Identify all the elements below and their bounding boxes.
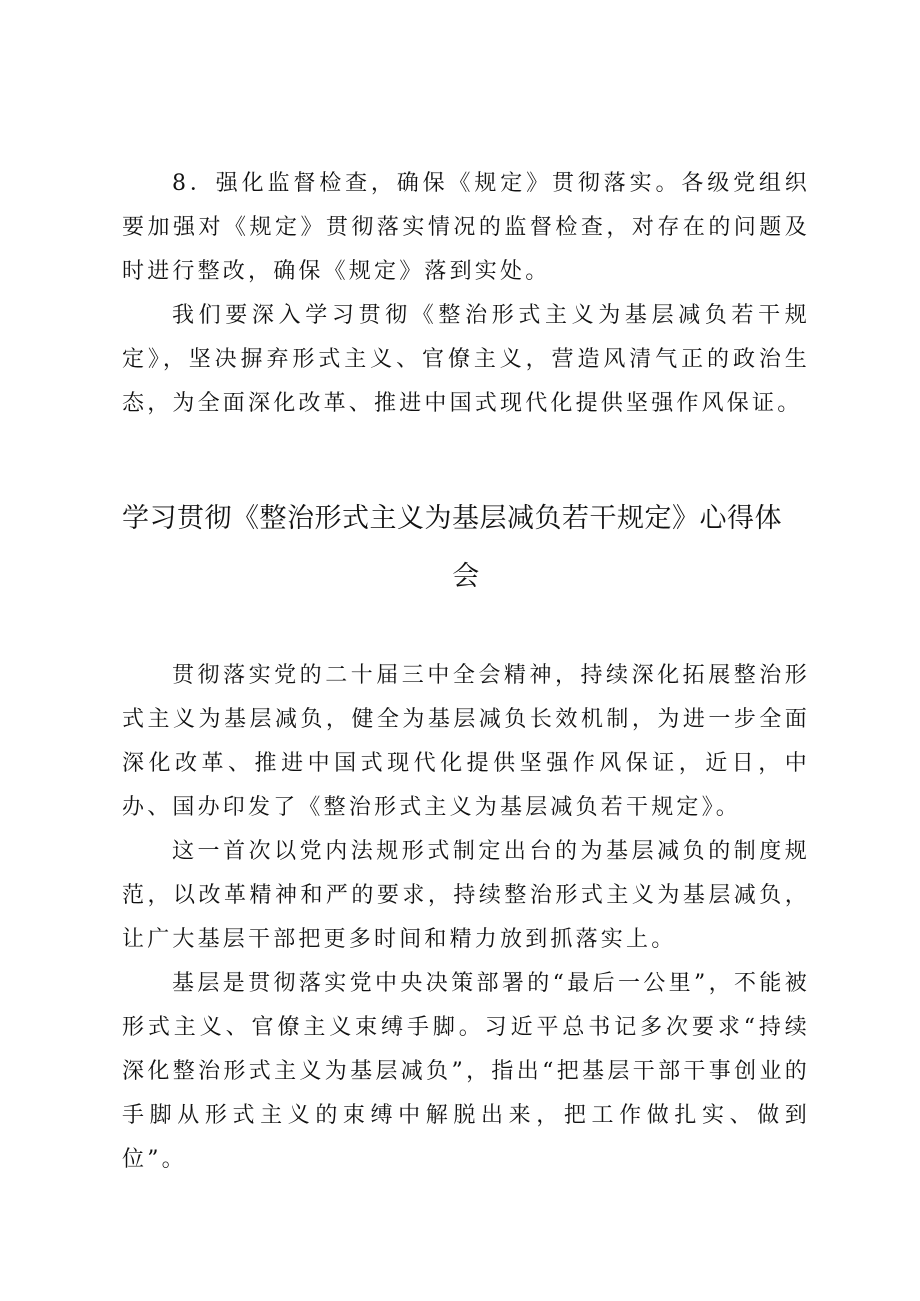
article-title-line1: 学习贯彻《整治形式主义为基层减负若干规定》心得体: [122, 503, 782, 534]
article-title: [122, 490, 810, 606]
paragraph-item-8: 8．强化监督检查，确保《规定》贯彻落实。各级党组织要加强对《规定》贯彻落实情况的监督检查，对存在的问题及时进行整改，确保《规定》落到实处。: [122, 171, 810, 284]
article-paragraph-2: 这一首次以党内法规形式制定出台的为基层减负的制度规范，以改革精神和严的要求，持续整治形式主义为基层减负，让广大基层干部把更多时间和精力放到抓落实上。: [122, 839, 810, 952]
paragraph-conclusion: 我们要深入学习贯彻《整治形式主义为基层减负若干规定》，坚决摒弃形式主义、官僚主义，营造风清气正的政治生态，为全面深化改革、推进中国式现代化提供坚强作风保证。: [122, 303, 810, 416]
article-paragraph-1: 贯彻落实党的二十届三中全会精神，持续深化拓展整治形式主义为基层减负，健全为基层减负长效机制，为进一步全面深化改革、推进中国式现代化提供坚强作风保证，近日，中办、国办印发了《整治形式主义为基层减负若干规定》。: [122, 663, 810, 820]
article-paragraph-3: 基层是贯彻落实党中央决策部署的“最后一公里”，不能被形式主义、官僚主义束缚手脚。习近平总书记多次要求“持续深化整治形式主义为基层减负”，指出“把基层干部干事创业的手脚从形式主义的束缚中解脱出来，把工作做扎实、做到位”。: [122, 971, 810, 1172]
article-title-line2: 会: [452, 561, 480, 592]
